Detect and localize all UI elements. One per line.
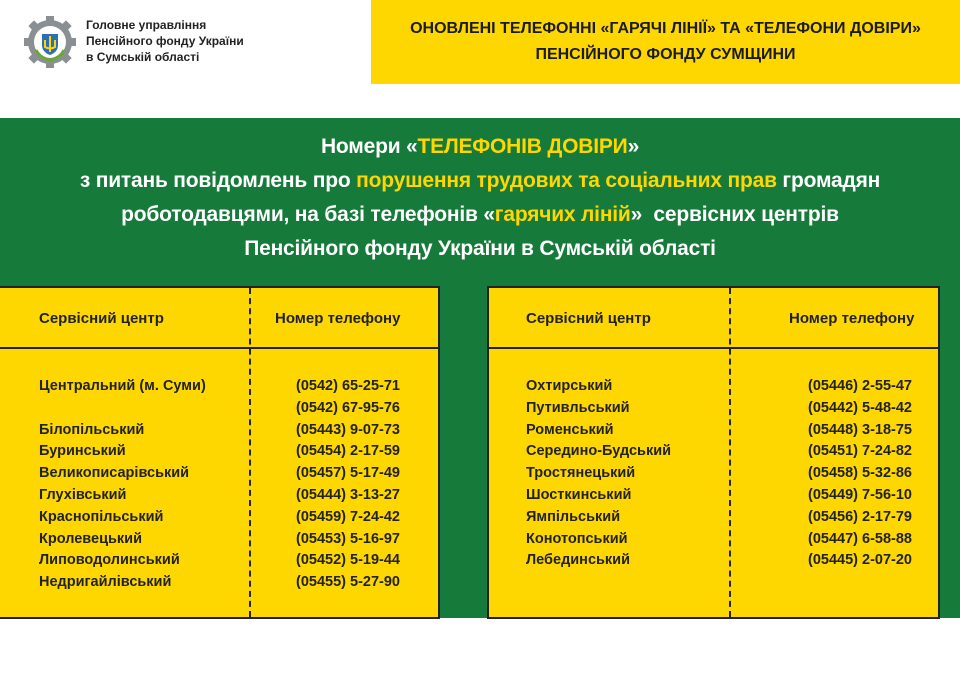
service-center-name: Конотопський xyxy=(526,530,628,547)
service-centers-table-left xyxy=(0,286,440,619)
heading-text: з питань повідомлень про xyxy=(79,169,357,192)
column-header-phone: Номер телефону xyxy=(275,310,401,327)
table-row xyxy=(489,465,938,487)
phone-number: (05457) 5-17-49 xyxy=(296,465,400,482)
service-center-name: Лебединський xyxy=(526,552,631,569)
service-center-name: Буринський xyxy=(39,443,126,460)
table-row xyxy=(489,509,938,531)
heading-highlight: гарячих ліній xyxy=(494,203,631,226)
column-header-phone: Номер телефону xyxy=(789,310,915,327)
service-center-name: Путивльський xyxy=(526,399,630,416)
org-name-line: Пенсійного фонду України xyxy=(86,34,244,48)
table-row xyxy=(489,552,938,574)
phone-number: (05453) 5-16-97 xyxy=(296,530,400,547)
service-center-name: Центральний (м. Суми) xyxy=(39,378,206,394)
column-header-center: Сервісний центр xyxy=(526,310,651,327)
heading-text: » сервісних центрів xyxy=(630,203,839,226)
table-row xyxy=(0,509,438,531)
heading-highlight: порушення трудових та соціальних прав xyxy=(356,169,777,192)
table-body xyxy=(489,378,938,574)
heading-line4 xyxy=(0,232,960,266)
table-row xyxy=(489,422,938,444)
phone-number: (05454) 2-17-59 xyxy=(296,443,400,460)
service-center-name: Охтирський xyxy=(526,378,613,394)
heading-text: Номери « xyxy=(320,135,418,158)
table-row xyxy=(0,531,438,553)
organization-name xyxy=(86,17,244,65)
service-center-name: Роменський xyxy=(526,421,614,438)
phone-number: (05459) 7-24-42 xyxy=(296,508,400,525)
service-center-name: Великописарівський xyxy=(39,465,190,482)
phone-number: (0542) 67-95-76 xyxy=(296,399,400,416)
header xyxy=(0,0,960,118)
table-row xyxy=(0,443,438,465)
phone-number: (05442) 5-48-42 xyxy=(808,399,912,416)
table-row xyxy=(0,465,438,487)
service-centers-table-right xyxy=(487,286,940,619)
org-name-line: Головне управління xyxy=(86,18,207,32)
phone-number: (05455) 5-27-90 xyxy=(296,574,400,591)
service-center-name: Кролевецький xyxy=(39,530,142,547)
phone-number: (05452) 5-19-44 xyxy=(296,552,400,569)
service-center-name: Білопільський xyxy=(39,421,145,438)
heading-line1 xyxy=(0,130,960,164)
heading-text: » xyxy=(627,135,640,158)
org-name-line: в Сумській області xyxy=(86,50,200,64)
service-center-name: Глухівський xyxy=(39,486,127,503)
phone-number: (05451) 7-24-82 xyxy=(808,443,912,460)
page-title-banner xyxy=(371,0,960,84)
phone-number: (05449) 7-56-10 xyxy=(808,486,912,503)
column-header-center: Сервісний центр xyxy=(39,310,164,327)
table-row xyxy=(0,422,438,444)
phone-number: (05448) 3-18-75 xyxy=(808,421,912,438)
table-row xyxy=(489,531,938,553)
service-center-name: Липоводолинський xyxy=(39,552,180,569)
section-heading xyxy=(0,130,960,266)
phone-number: (05456) 2-17-79 xyxy=(808,508,912,525)
heading-text: громадян xyxy=(776,169,881,192)
table-row xyxy=(0,400,438,422)
heading-highlight: ТЕЛЕФОНІВ ДОВІРИ xyxy=(417,135,628,158)
logo-block xyxy=(22,14,244,70)
page-title-line1: ОНОВЛЕНІ ТЕЛЕФОННІ «ГАРЯЧІ ЛІНІЇ» ТА «ТЕЛЕФОНИ ДОВІРИ» xyxy=(410,20,921,37)
table-row xyxy=(0,487,438,509)
phone-number: (05445) 2-07-20 xyxy=(808,552,912,569)
pension-fund-emblem-icon xyxy=(22,14,78,70)
table-row xyxy=(0,378,438,400)
table-header xyxy=(0,288,438,349)
heading-text: роботодавцями, на базі телефонів « xyxy=(121,203,495,226)
heading-line2 xyxy=(0,164,960,198)
phone-number: (0542) 65-25-71 xyxy=(296,378,400,394)
bottom-strip xyxy=(0,618,960,678)
service-center-name: Ямпільський xyxy=(526,508,621,525)
phone-number: (05458) 5-32-86 xyxy=(808,465,912,482)
page-title-line2: ПЕНСІЙНОГО ФОНДУ СУМЩИНИ xyxy=(535,46,796,63)
service-center-name: Середино-Будський xyxy=(526,443,672,460)
table-row xyxy=(0,552,438,574)
service-center-name: Краснопільський xyxy=(39,508,164,525)
table-row xyxy=(0,574,438,596)
table-row xyxy=(489,487,938,509)
table-row xyxy=(489,443,938,465)
table-row xyxy=(489,378,938,400)
service-center-name: Тростянецький xyxy=(526,465,636,482)
phone-number: (05447) 6-58-88 xyxy=(808,530,912,547)
phone-number: (05446) 2-55-47 xyxy=(808,378,912,394)
service-center-name: Шосткинський xyxy=(526,486,632,503)
table-row xyxy=(489,400,938,422)
heading-text: Пенсійного фонду України в Сумській області xyxy=(244,237,716,260)
table-body xyxy=(0,378,438,596)
service-center-name: Недригайлівський xyxy=(39,574,172,591)
table-header xyxy=(489,288,938,349)
phone-number: (05444) 3-13-27 xyxy=(296,486,400,503)
phone-number: (05443) 9-07-73 xyxy=(296,421,400,438)
heading-line3 xyxy=(0,198,960,232)
